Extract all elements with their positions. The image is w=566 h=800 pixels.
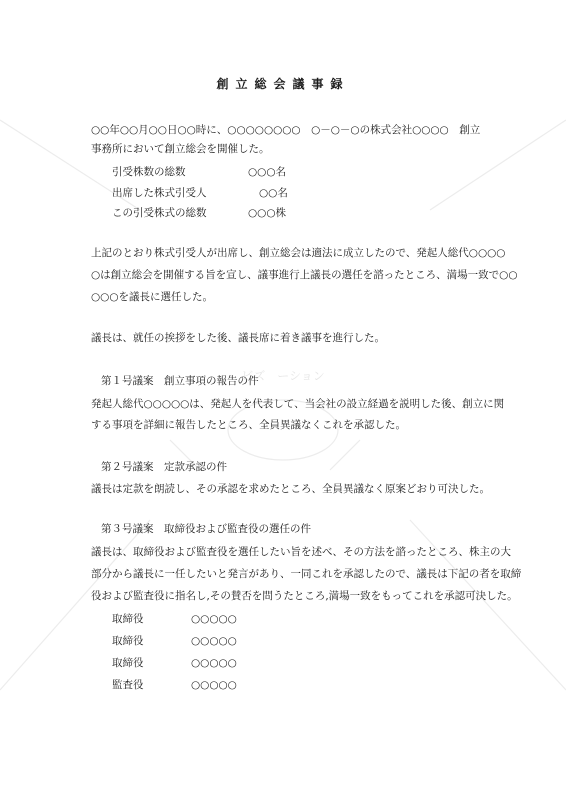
stat-value-3: ○○○株 [248, 207, 286, 219]
item1-line-1: 発起人総代○○○○○は、発起人を代表して、当会社の設立経過を説明した後、創立に関 [91, 398, 505, 410]
officer-name-4: ○○○○○ [191, 679, 237, 691]
item3-line-3: 役および監査役に指名し,その賛否を問うたところ,満場一致をもってこれを承認可決した。 [91, 590, 518, 602]
stat-label-2: 出席した株式引受人 [112, 187, 207, 199]
item2-line-1: 議長は定款を朗読し、その承認を求めたところ、全員異議なく原案どおり可決した。 [91, 483, 490, 495]
intro-line-2: 事務所において創立総会を開催した。 [91, 143, 270, 155]
officer-name-2: ○○○○○ [191, 635, 237, 647]
officer-role-1: 取締役 [112, 613, 144, 625]
officer-role-3: 取締役 [112, 657, 144, 669]
para3-line: 議長は、就任の挨拶をした後、議長席に着き議事を進行した。 [91, 332, 385, 344]
item3-title: 第３号議案 取締役および監査役の選任の件 [101, 523, 311, 535]
document-title: 創立総会議事録 [216, 77, 350, 91]
watermark-text: ビズ ーション [241, 369, 325, 383]
stat-value-1: ○○○名 [248, 166, 286, 178]
officer-name-1: ○○○○○ [191, 613, 237, 625]
officer-name-3: ○○○○○ [191, 657, 237, 669]
intro-line-1: ○○年○○月○○日○○時に、○○○○○○○○ ○－○－○の株式会社○○○○ 創立 [91, 124, 481, 136]
item3-line-2: 部分から議長に一任したいと発言があり、一同これを承認したので、議長は下記の者を取締 [91, 568, 522, 580]
officer-role-4: 監査役 [112, 679, 144, 691]
para2-line-2: ○は創立総会を開催する旨を宣し、議事進行上議長の選任を諮ったところ、満場一致で○○ [91, 269, 518, 281]
item1-line-2: する事項を詳細に報告したところ、全員異議なくこれを承認した。 [91, 419, 406, 431]
officer-role-2: 取締役 [112, 635, 144, 647]
stat-label-1: 引受株数の総数 [112, 166, 186, 178]
stat-value-2: ○○名 [259, 187, 288, 199]
item1-title: 第１号議案 創立事項の報告の件 [101, 375, 259, 387]
para2-line-1: 上記のとおり株式引受人が出席し、創立総会は適法に成立したので、発起人総代○○○○ [91, 247, 506, 259]
para2-line-3: ○○○を議長に選任した。 [91, 291, 213, 303]
item2-title: 第２号議案 定款承認の件 [101, 461, 227, 473]
item3-line-1: 議長は、取締役および監査役を選任したい旨を述べ、その方法を諮ったところ、株主の大 [91, 546, 511, 558]
stat-label-3: この引受株式の総数 [112, 207, 207, 219]
